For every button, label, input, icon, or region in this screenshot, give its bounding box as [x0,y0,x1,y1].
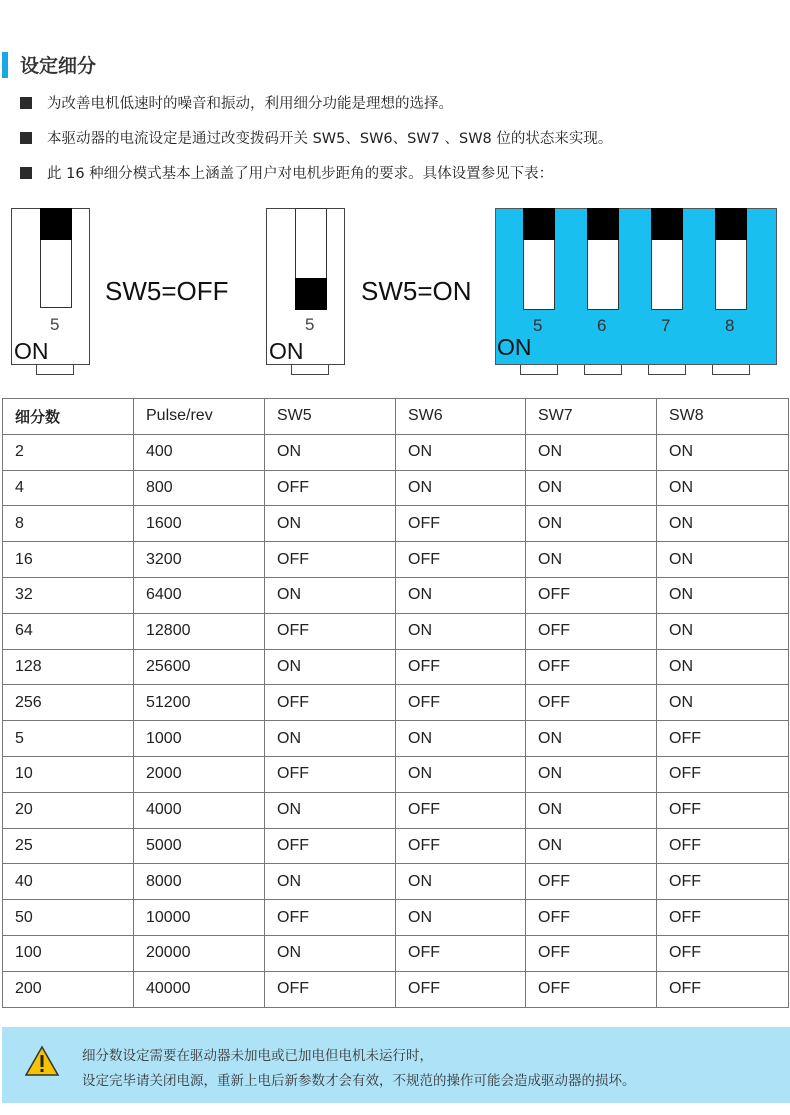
cell-sw7: OFF [526,613,657,649]
cell-microstep: 16 [3,542,134,578]
cell-pulse-rev: 400 [134,434,265,470]
notice-bar [2,1027,790,1103]
square-bullet-icon [20,167,32,179]
table-row [3,864,789,900]
on-label: ON [269,338,304,364]
cell-sw5: OFF [265,470,396,506]
cell-sw8: OFF [657,721,789,757]
cell-microstep: 5 [3,721,134,757]
table-row [3,935,789,971]
table-row [3,649,789,685]
cell-sw8: ON [657,434,789,470]
cell-sw5: ON [265,721,396,757]
cell-sw6: ON [396,470,526,506]
table-row [3,470,789,506]
cell-sw7: OFF [526,577,657,613]
section-title: 设定细分 [20,55,97,77]
cell-sw7: OFF [526,900,657,936]
cell-microstep: 32 [3,577,134,613]
cell-sw5: OFF [265,828,396,864]
dip-switch-off-diagram [11,208,91,376]
header-cell-pulse-rev: Pulse/rev [134,399,265,435]
cell-sw8: ON [657,506,789,542]
cell-sw5: OFF [265,756,396,792]
cell-sw8: OFF [657,864,789,900]
table-row [3,828,789,864]
switch-number: 6 [597,316,607,335]
bullet-text: 此 16 种细分模式基本上涵盖了用户对电机步距角的要求。具体设置参见下表： [47,166,554,182]
cell-sw6: OFF [396,506,526,542]
cell-sw7: ON [526,506,657,542]
switch-knob [715,208,747,240]
cell-sw5: ON [265,649,396,685]
square-bullet-icon [20,132,32,144]
cell-sw7: OFF [526,971,657,1007]
switch-foot [36,365,74,375]
header-cell-sw5: SW5 [265,399,396,435]
bullet-text: 为改善电机低速时的噪音和振动，利用细分功能是理想的选择。 [47,96,453,112]
table-body [3,434,789,1007]
notice-line-1: 细分数设定需要在驱动器未加电或已加电但电机未运行时， [82,1048,433,1064]
cell-sw6: ON [396,613,526,649]
bullet-text: 本驱动器的电流设定是通过改变拨码开关 SW5、SW6、SW7 、SW8 位的状态来实现。 [47,131,613,147]
cell-sw5: ON [265,434,396,470]
cell-pulse-rev: 3200 [134,542,265,578]
switch-knob [40,208,72,240]
switch-number: 5 [50,315,60,334]
dip-switch-bank [495,208,777,376]
cell-pulse-rev: 1600 [134,506,265,542]
cell-sw6: OFF [396,792,526,828]
cell-sw5: OFF [265,542,396,578]
cell-microstep: 2 [3,434,134,470]
cell-microstep: 4 [3,470,134,506]
table-row [3,971,789,1007]
table-row [3,542,789,578]
cell-microstep: 256 [3,685,134,721]
cell-pulse-rev: 40000 [134,971,265,1007]
cell-sw7: ON [526,542,657,578]
cell-sw5: ON [265,506,396,542]
cell-sw8: OFF [657,792,789,828]
cell-sw8: ON [657,685,789,721]
cell-sw5: ON [265,792,396,828]
cell-sw8: ON [657,470,789,506]
switch-knob [523,208,555,240]
cell-microstep: 25 [3,828,134,864]
cell-pulse-rev: 6400 [134,577,265,613]
cell-microstep: 50 [3,900,134,936]
cell-pulse-rev: 4000 [134,792,265,828]
cell-sw5: OFF [265,900,396,936]
cell-sw7: ON [526,470,657,506]
cell-sw7: ON [526,792,657,828]
table-row [3,577,789,613]
switch-foot [584,365,622,375]
cell-sw6: OFF [396,935,526,971]
table-header-row [3,399,789,435]
switch-foot [648,365,686,375]
cell-pulse-rev: 10000 [134,900,265,936]
warning-icon [24,1045,60,1077]
cell-pulse-rev: 800 [134,470,265,506]
cell-microstep: 10 [3,756,134,792]
cell-sw7: ON [526,756,657,792]
table-row [3,792,789,828]
switch-number: 5 [305,315,315,334]
cell-microstep: 40 [3,864,134,900]
cell-sw5: OFF [265,685,396,721]
cell-sw8: ON [657,613,789,649]
notice-line-2: 设定完毕请关闭电源，重新上电后新参数才会有效，不规范的操作可能会造成驱动器的损坏。 [82,1073,636,1089]
cell-sw8: ON [657,542,789,578]
cell-sw6: OFF [396,971,526,1007]
cell-pulse-rev: 12800 [134,613,265,649]
bullet-item [20,92,780,127]
microstep-settings-table [2,398,789,1008]
table-row [3,434,789,470]
cell-pulse-rev: 8000 [134,864,265,900]
cell-sw8: OFF [657,828,789,864]
cell-sw8: OFF [657,935,789,971]
table-row [3,613,789,649]
cell-sw6: ON [396,900,526,936]
bullet-item [20,127,780,162]
cell-microstep: 20 [3,792,134,828]
cell-sw5: ON [265,577,396,613]
switch-foot [291,365,329,375]
switch-number: 7 [661,316,671,335]
switch-knob [651,208,683,240]
cell-sw5: OFF [265,971,396,1007]
cell-sw6: ON [396,721,526,757]
header-cell-microstep: 细分数 [3,399,134,435]
header-cell-sw8: SW8 [657,399,789,435]
cell-microstep: 64 [3,613,134,649]
cell-microstep: 128 [3,649,134,685]
cell-pulse-rev: 25600 [134,649,265,685]
cell-pulse-rev: 2000 [134,756,265,792]
header-cell-sw7: SW7 [526,399,657,435]
cell-microstep: 8 [3,506,134,542]
cell-sw5: ON [265,935,396,971]
cell-sw8: OFF [657,971,789,1007]
table-row [3,721,789,757]
cell-sw5: ON [265,864,396,900]
header-cell-sw6: SW6 [396,399,526,435]
cell-sw6: OFF [396,828,526,864]
bullet-item [20,162,780,197]
on-label: ON [14,338,49,364]
cell-pulse-rev: 51200 [134,685,265,721]
cell-sw6: ON [396,756,526,792]
switch-knob [587,208,619,240]
cell-sw8: OFF [657,900,789,936]
cell-microstep: 200 [3,971,134,1007]
switch-number: 8 [725,316,735,335]
cell-sw8: ON [657,577,789,613]
switch-foot [520,365,558,375]
table-row [3,685,789,721]
cell-sw7: ON [526,434,657,470]
switch-knob [295,278,327,310]
sw5-on-caption: SW5=ON [361,276,472,306]
on-label: ON [497,334,532,360]
square-bullet-icon [20,97,32,109]
cell-pulse-rev: 20000 [134,935,265,971]
cell-sw7: ON [526,828,657,864]
cell-sw6: ON [396,434,526,470]
cell-sw6: ON [396,577,526,613]
cell-sw7: ON [526,721,657,757]
table-row [3,506,789,542]
cell-sw7: OFF [526,935,657,971]
cell-microstep: 100 [3,935,134,971]
cell-pulse-rev: 1000 [134,721,265,757]
table-row [3,900,789,936]
cell-sw6: OFF [396,685,526,721]
table-row [3,756,789,792]
cell-sw7: OFF [526,685,657,721]
sw5-off-caption: SW5=OFF [105,276,229,306]
switch-foot [712,365,750,375]
cell-sw7: OFF [526,649,657,685]
cell-sw6: ON [396,864,526,900]
switch-number: 5 [533,316,543,335]
bullet-list [20,92,780,197]
cell-sw6: OFF [396,542,526,578]
cell-sw7: OFF [526,864,657,900]
dip-switch-on-diagram [266,208,346,376]
cell-sw5: OFF [265,613,396,649]
accent-bar [2,52,8,78]
cell-sw8: ON [657,649,789,685]
cell-pulse-rev: 5000 [134,828,265,864]
cell-sw6: OFF [396,649,526,685]
cell-sw8: OFF [657,756,789,792]
